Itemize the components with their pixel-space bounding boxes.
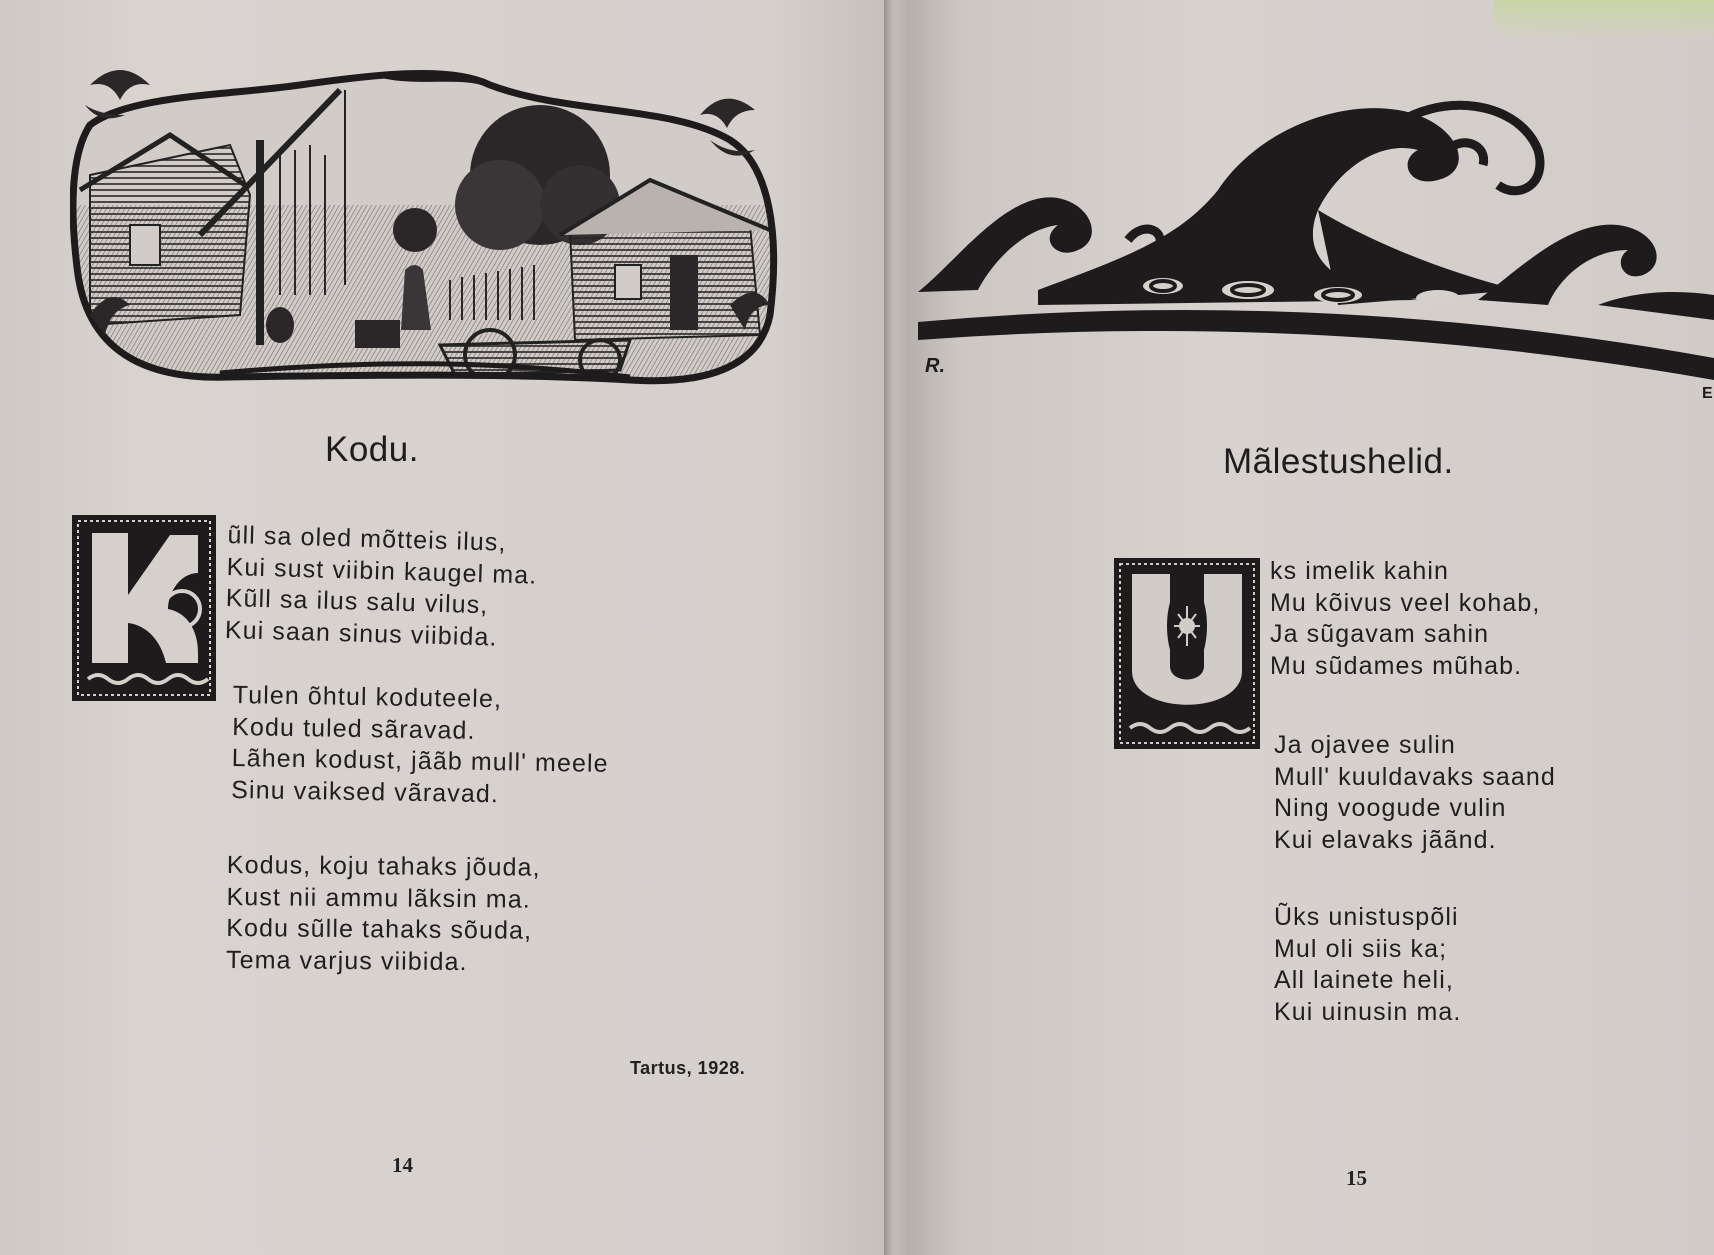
stanza-right-1 xyxy=(1270,556,1540,682)
verse-line: Tulen õhtul koduteele, xyxy=(232,680,503,714)
verse-line: ũll sa oled mõtteis ilus, xyxy=(227,520,507,557)
dropcap-k-icon xyxy=(70,513,218,703)
verse-line: Kũll sa ilus salu vilus, xyxy=(225,583,489,620)
verse-line: Ja sũgavam sahin xyxy=(1270,620,1490,648)
dropcap-u-icon xyxy=(1112,556,1262,751)
verse-line: Tema varjus viibida. xyxy=(225,945,468,976)
verse-line: Sinu vaiksed vãravad. xyxy=(231,775,500,808)
verse-line: Kui saan sinus viibida. xyxy=(224,615,498,652)
verse-line: Kodu sũlle tahaks sõuda, xyxy=(226,913,533,945)
stanza-right-3 xyxy=(1274,902,1461,1028)
verse-line: Ning voogude vulin xyxy=(1274,794,1507,822)
stanza-left-3 xyxy=(226,850,541,979)
edge-letter: E xyxy=(1702,385,1713,402)
verse-line: Kui uinusin ma. xyxy=(1274,997,1462,1026)
waves-illustration xyxy=(918,90,1714,390)
verse-line: Mu kõivus veel kohab, xyxy=(1270,588,1541,617)
page-number-left: 14 xyxy=(392,1153,413,1177)
poem-title-right: Mãlestushelid. xyxy=(1223,442,1454,481)
stanza-left-1 xyxy=(224,520,538,655)
verse-line: All lainete heli, xyxy=(1274,966,1454,994)
illustrator-signature: R. xyxy=(925,355,945,377)
verse-line: Lãhen kodust, jããb mull' meele xyxy=(231,743,609,778)
verse-line: Mull' kuuldavaks saand xyxy=(1274,762,1556,791)
poem-title-left: Kodu. xyxy=(325,430,419,469)
homestead-illustration xyxy=(70,55,790,395)
stanza-left-2 xyxy=(231,680,610,812)
verse-line: Kodu tuled sãravad. xyxy=(232,712,476,745)
verse-line: ks imelik kahin xyxy=(1270,557,1450,585)
verse-line: Ũks unistuspõli xyxy=(1274,903,1459,931)
stanza-right-2 xyxy=(1274,730,1556,856)
place-date: Tartus, 1928. xyxy=(630,1058,746,1078)
verse-line: Mu sũdames mũhab. xyxy=(1270,651,1523,680)
verse-line: Kui elavaks jããnd. xyxy=(1274,825,1497,854)
verse-line: Ja ojavee sulin xyxy=(1274,731,1456,759)
verse-line: Kust nii ammu lãksin ma. xyxy=(226,882,531,914)
verse-line: Kui sust viibin kaugel ma. xyxy=(226,552,538,590)
verse-line: Kodus, koju tahaks jõuda, xyxy=(226,850,541,882)
page-number-right: 15 xyxy=(1346,1166,1367,1190)
verse-line: Mul oli siis ka; xyxy=(1274,934,1448,963)
